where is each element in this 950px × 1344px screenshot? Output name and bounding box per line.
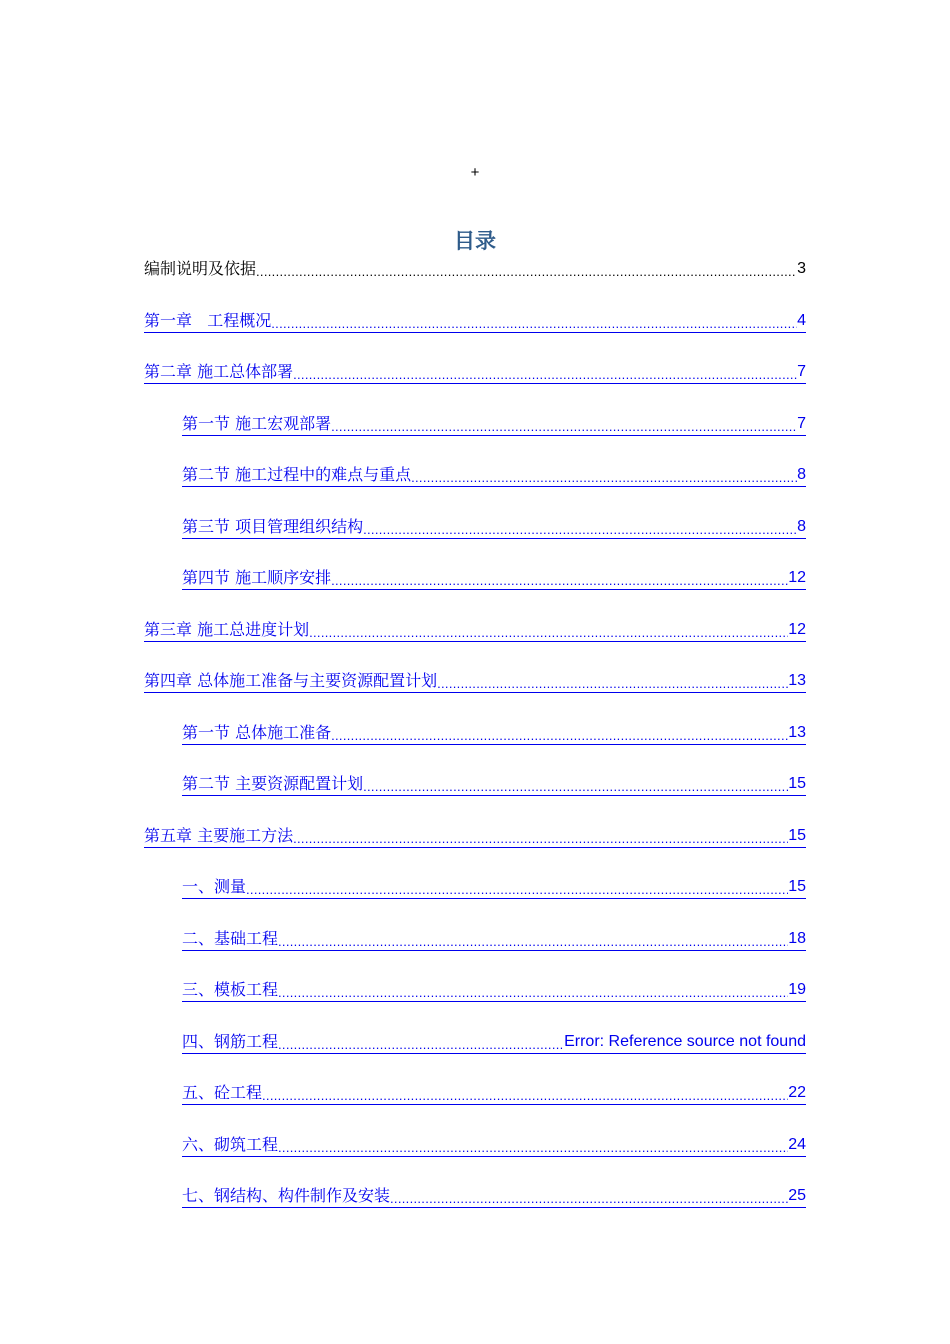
toc-entry[interactable] <box>144 668 806 720</box>
toc-entry-label: 编制说明及依据 <box>144 259 257 278</box>
toc-entry-page-number: Error: Reference source not found <box>564 1032 806 1050</box>
toc-entry-label: 第五章 主要施工方法 <box>144 825 294 845</box>
toc-dot-leader <box>390 1183 788 1209</box>
toc-entry-label: 第一章 工程概况 <box>144 310 272 330</box>
toc-entry-page-number: 8 <box>797 466 806 483</box>
toc-dot-leader <box>363 771 788 797</box>
toc-entry <box>144 256 806 308</box>
toc-entry-line <box>182 1029 806 1054</box>
toc-entry[interactable] <box>144 359 806 411</box>
toc-entry-label: 第二节 主要资源配置计划 <box>182 774 364 793</box>
toc-dot-leader <box>293 359 797 385</box>
toc-entry[interactable] <box>144 720 806 772</box>
toc-entry-page-number: 22 <box>788 1084 806 1101</box>
toc-entry[interactable] <box>144 926 806 978</box>
toc-entry-label: 五、砼工程 <box>182 1083 263 1102</box>
toc-entry-line <box>182 514 806 539</box>
toc-entry-page-number: 4 <box>797 311 806 329</box>
toc-entry-page-number: 15 <box>788 826 806 844</box>
toc-entry-page-number: 19 <box>788 981 806 998</box>
toc-entry-label: 第一节 施工宏观部署 <box>182 413 332 433</box>
toc-entry-line <box>144 256 806 280</box>
plus-mark: + <box>470 164 480 181</box>
toc-entry-page-number: 7 <box>797 414 806 432</box>
toc-entry-label: 第三节 项目管理组织结构 <box>182 516 364 536</box>
toc-entry-line <box>144 308 806 333</box>
toc-entry-line <box>144 617 806 642</box>
toc-entry-page-number: 15 <box>788 878 806 895</box>
toc-entry-line <box>144 823 806 848</box>
toc-entry-label: 二、基础工程 <box>182 928 279 948</box>
toc-dot-leader <box>437 668 788 694</box>
toc-entry-line <box>182 926 806 951</box>
toc-dot-leader <box>262 1080 788 1106</box>
toc-entry-line <box>182 977 806 1002</box>
toc-entry[interactable] <box>144 411 806 463</box>
toc-entry-page-number: 7 <box>797 363 806 380</box>
toc-entry-page-number: 8 <box>797 517 806 535</box>
toc-entry-line <box>182 771 806 796</box>
toc-entry-line <box>182 1132 806 1157</box>
toc-entry-page-number: 24 <box>788 1135 806 1153</box>
toc-entry-page-number: 13 <box>788 672 806 689</box>
toc-entry-line <box>182 565 806 590</box>
toc-entry-label: 四、钢筋工程 <box>182 1031 279 1051</box>
toc-entry-label: 三、模板工程 <box>182 980 279 999</box>
toc-entry-page-number: 25 <box>788 1187 806 1204</box>
toc-entry[interactable] <box>144 874 806 926</box>
toc-entry-page-number: 12 <box>788 620 806 638</box>
toc-dot-leader <box>271 308 797 334</box>
toc-entry-label: 第二章 施工总体部署 <box>144 362 294 381</box>
toc-entry[interactable] <box>144 1029 806 1081</box>
toc-dot-leader <box>363 514 797 540</box>
toc-entry-label: 第三章 施工总进度计划 <box>144 619 310 639</box>
page-title: 目录 <box>454 229 496 253</box>
toc-entry[interactable] <box>144 1183 806 1235</box>
toc-entry-page-number: 12 <box>788 569 806 586</box>
toc-entry-page-number: 18 <box>788 929 806 947</box>
toc-dot-leader <box>331 720 788 746</box>
toc-dot-leader <box>246 874 788 900</box>
toc-entry[interactable] <box>144 977 806 1029</box>
toc-entry-label: 六、砌筑工程 <box>182 1134 279 1154</box>
toc-entry-label: 第二节 施工过程中的难点与重点 <box>182 465 412 484</box>
toc-entry[interactable] <box>144 617 806 669</box>
toc-entry-line <box>182 1183 806 1208</box>
toc-dot-leader <box>278 926 788 952</box>
table-of-contents <box>144 256 806 1235</box>
toc-entry-page-number: 3 <box>797 260 806 277</box>
toc-entry-label: 第四章 总体施工准备与主要资源配置计划 <box>144 671 438 690</box>
toc-dot-leader <box>411 462 797 488</box>
toc-dot-leader <box>293 823 788 849</box>
toc-entry[interactable] <box>144 771 806 823</box>
toc-entry-line <box>182 462 806 487</box>
toc-entry[interactable] <box>144 462 806 514</box>
toc-dot-leader <box>331 411 797 437</box>
toc-entry[interactable] <box>144 308 806 360</box>
toc-entry[interactable] <box>144 1132 806 1184</box>
toc-dot-leader <box>278 1132 788 1158</box>
toc-dot-leader <box>278 977 788 1003</box>
toc-entry-line <box>182 411 806 436</box>
toc-entry-label: 第四节 施工顺序安排 <box>182 568 332 587</box>
toc-entry[interactable] <box>144 1080 806 1132</box>
toc-entry-line <box>144 668 806 693</box>
toc-entry-line <box>182 1080 806 1105</box>
toc-entry[interactable] <box>144 565 806 617</box>
toc-dot-leader <box>278 1029 564 1055</box>
toc-entry-page-number: 13 <box>788 723 806 741</box>
toc-entry-line <box>182 874 806 899</box>
toc-dot-leader <box>256 256 797 282</box>
toc-dot-leader <box>331 565 788 591</box>
toc-entry-line <box>182 720 806 745</box>
toc-entry-label: 一、测量 <box>182 877 247 896</box>
toc-entry-label: 七、钢结构、构件制作及安装 <box>182 1186 391 1205</box>
toc-dot-leader <box>309 617 788 643</box>
toc-entry-line <box>144 359 806 384</box>
toc-entry-label: 第一节 总体施工准备 <box>182 722 332 742</box>
toc-entry[interactable] <box>144 823 806 875</box>
toc-entry[interactable] <box>144 514 806 566</box>
toc-entry-page-number: 15 <box>788 775 806 792</box>
